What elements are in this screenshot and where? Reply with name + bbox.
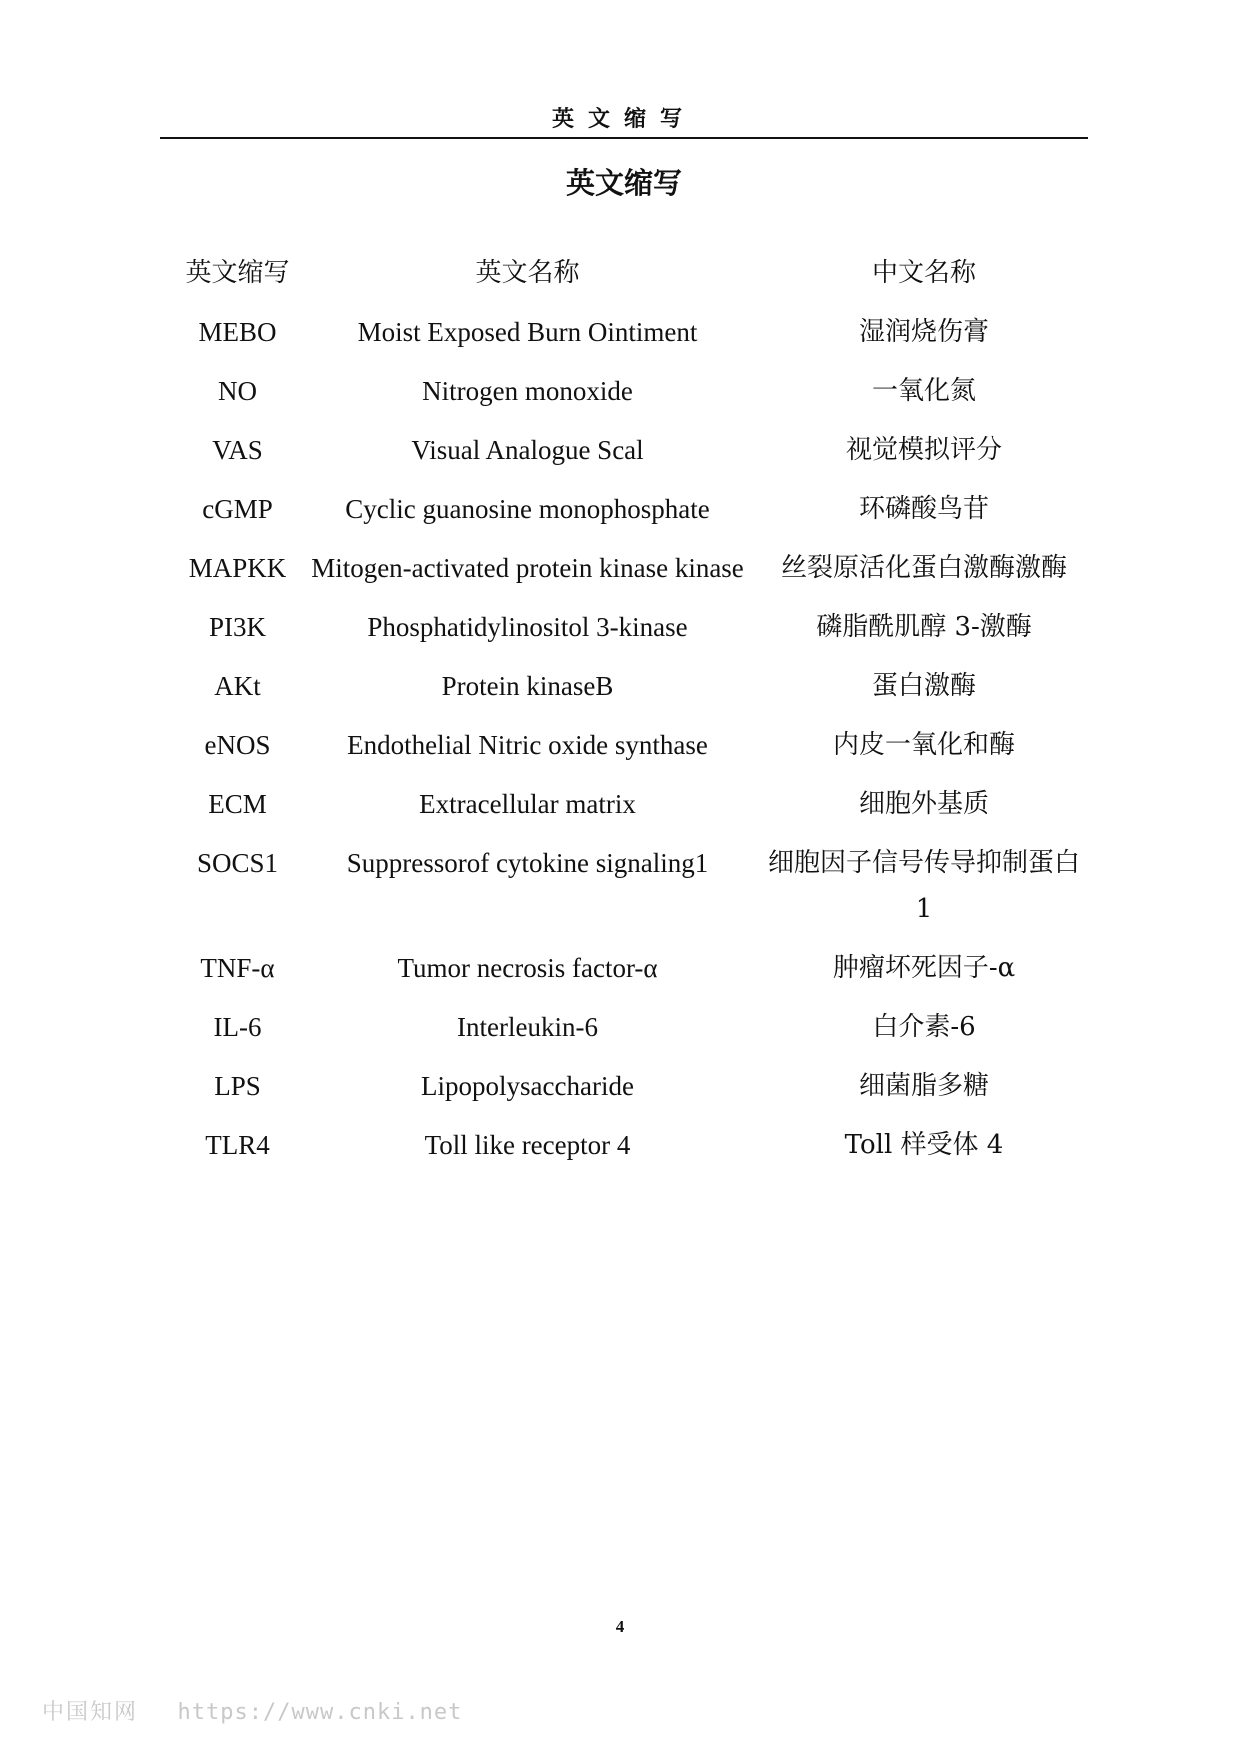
header-rule (160, 137, 1088, 139)
chinese-name-cell: 视觉模拟评分 (845, 435, 1002, 465)
watermark-name: 中国知网 (42, 1700, 139, 1725)
chinese-name-cell: 环磷酸鸟苷 (858, 494, 989, 524)
table-row (170, 1063, 1090, 1109)
abbreviation-cell: ECM (208, 789, 267, 819)
table-row (170, 486, 1090, 532)
english-name-cell: Cyclic guanosine monophosphate (345, 494, 710, 524)
abbreviation-cell: AKt (214, 671, 261, 701)
english-name-cell: Suppressorof cytokine signaling1 (346, 848, 709, 878)
watermark (42, 1697, 462, 1728)
table-header-row (170, 250, 1090, 296)
abbreviation-cell: TNF-α (200, 953, 275, 983)
column-header-chinese-name: 中文名称 (871, 258, 976, 288)
table-row (170, 1004, 1090, 1050)
chinese-name-cell: 一氧化氮 (871, 376, 976, 406)
table-row (170, 604, 1090, 650)
abbreviation-cell: LPS (214, 1071, 261, 1101)
abbreviation-table (170, 250, 1090, 1181)
table-row (170, 545, 1090, 591)
english-name-cell: Nitrogen monoxide (422, 376, 633, 406)
running-header: 英文缩写 (551, 106, 696, 132)
english-name-cell: Extracellular matrix (419, 789, 636, 819)
chinese-name-cell: 湿润烧伤膏 (858, 317, 989, 347)
table-row (170, 427, 1090, 473)
chinese-name-cell: 蛋白激酶 (871, 671, 976, 701)
chinese-name-cell: 磷脂酰肌醇 3-激酶 (816, 612, 1032, 642)
english-name-cell: Toll like receptor 4 (424, 1130, 631, 1160)
english-name-cell: Visual Analogue Scal (411, 435, 644, 465)
table-row (170, 1122, 1090, 1168)
english-name-cell: Lipopolysaccharide (421, 1071, 634, 1101)
english-name-cell: Protein kinaseB (441, 671, 614, 701)
chinese-name-cell: Toll 样受体 4 (844, 1130, 1004, 1160)
abbreviation-cell: cGMP (202, 494, 273, 524)
english-name-cell: Endothelial Nitric oxide synthase (347, 730, 708, 760)
abbreviation-cell: MEBO (198, 317, 277, 347)
english-name-cell: Moist Exposed Burn Ointiment (357, 317, 698, 347)
chinese-name-cell: 肿瘤坏死因子-α (832, 953, 1016, 983)
abbreviation-cell: VAS (212, 435, 263, 465)
table-row (170, 309, 1090, 355)
column-header-abbreviation: 英文缩写 (185, 258, 290, 288)
abbreviation-cell: MAPKK (188, 553, 287, 583)
page-number: 4 (615, 1617, 625, 1636)
page-title: 英文缩写 (565, 166, 682, 200)
table-row (170, 945, 1090, 991)
english-name-cell: Phosphatidylinositol 3-kinase (367, 612, 688, 642)
english-name-cell: Mitogen-activated protein kinase kinase (311, 553, 744, 583)
english-name-cell: Tumor necrosis factor-α (397, 953, 658, 983)
chinese-name-cell: 丝裂原活化蛋白激酶激酶 (780, 553, 1067, 583)
abbreviation-cell: PI3K (208, 612, 266, 642)
watermark-url: https://www.cnki.net (177, 1700, 463, 1725)
table-row (170, 663, 1090, 709)
chinese-name-cell: 白介素-6 (872, 1012, 976, 1042)
chinese-name-cell: 内皮一氧化和酶 (832, 730, 1015, 760)
column-header-english-name: 英文名称 (475, 258, 580, 288)
table-row (170, 840, 1090, 932)
abbreviation-cell: NO (218, 376, 257, 406)
table-row (170, 722, 1090, 768)
abbreviation-cell: SOCS1 (196, 848, 279, 878)
table-row (170, 781, 1090, 827)
english-name-cell: Interleukin-6 (457, 1012, 598, 1042)
abbreviation-cell: TLR4 (205, 1130, 270, 1160)
table-row (170, 368, 1090, 414)
abbreviation-cell: eNOS (204, 730, 271, 760)
chinese-name-cell: 细胞外基质 (858, 789, 989, 819)
abbreviation-cell: IL-6 (213, 1012, 262, 1042)
chinese-name-cell: 细菌脂多糖 (858, 1071, 989, 1101)
chinese-name-cell: 细胞因子信号传导抑制蛋白 1 (768, 848, 1081, 924)
